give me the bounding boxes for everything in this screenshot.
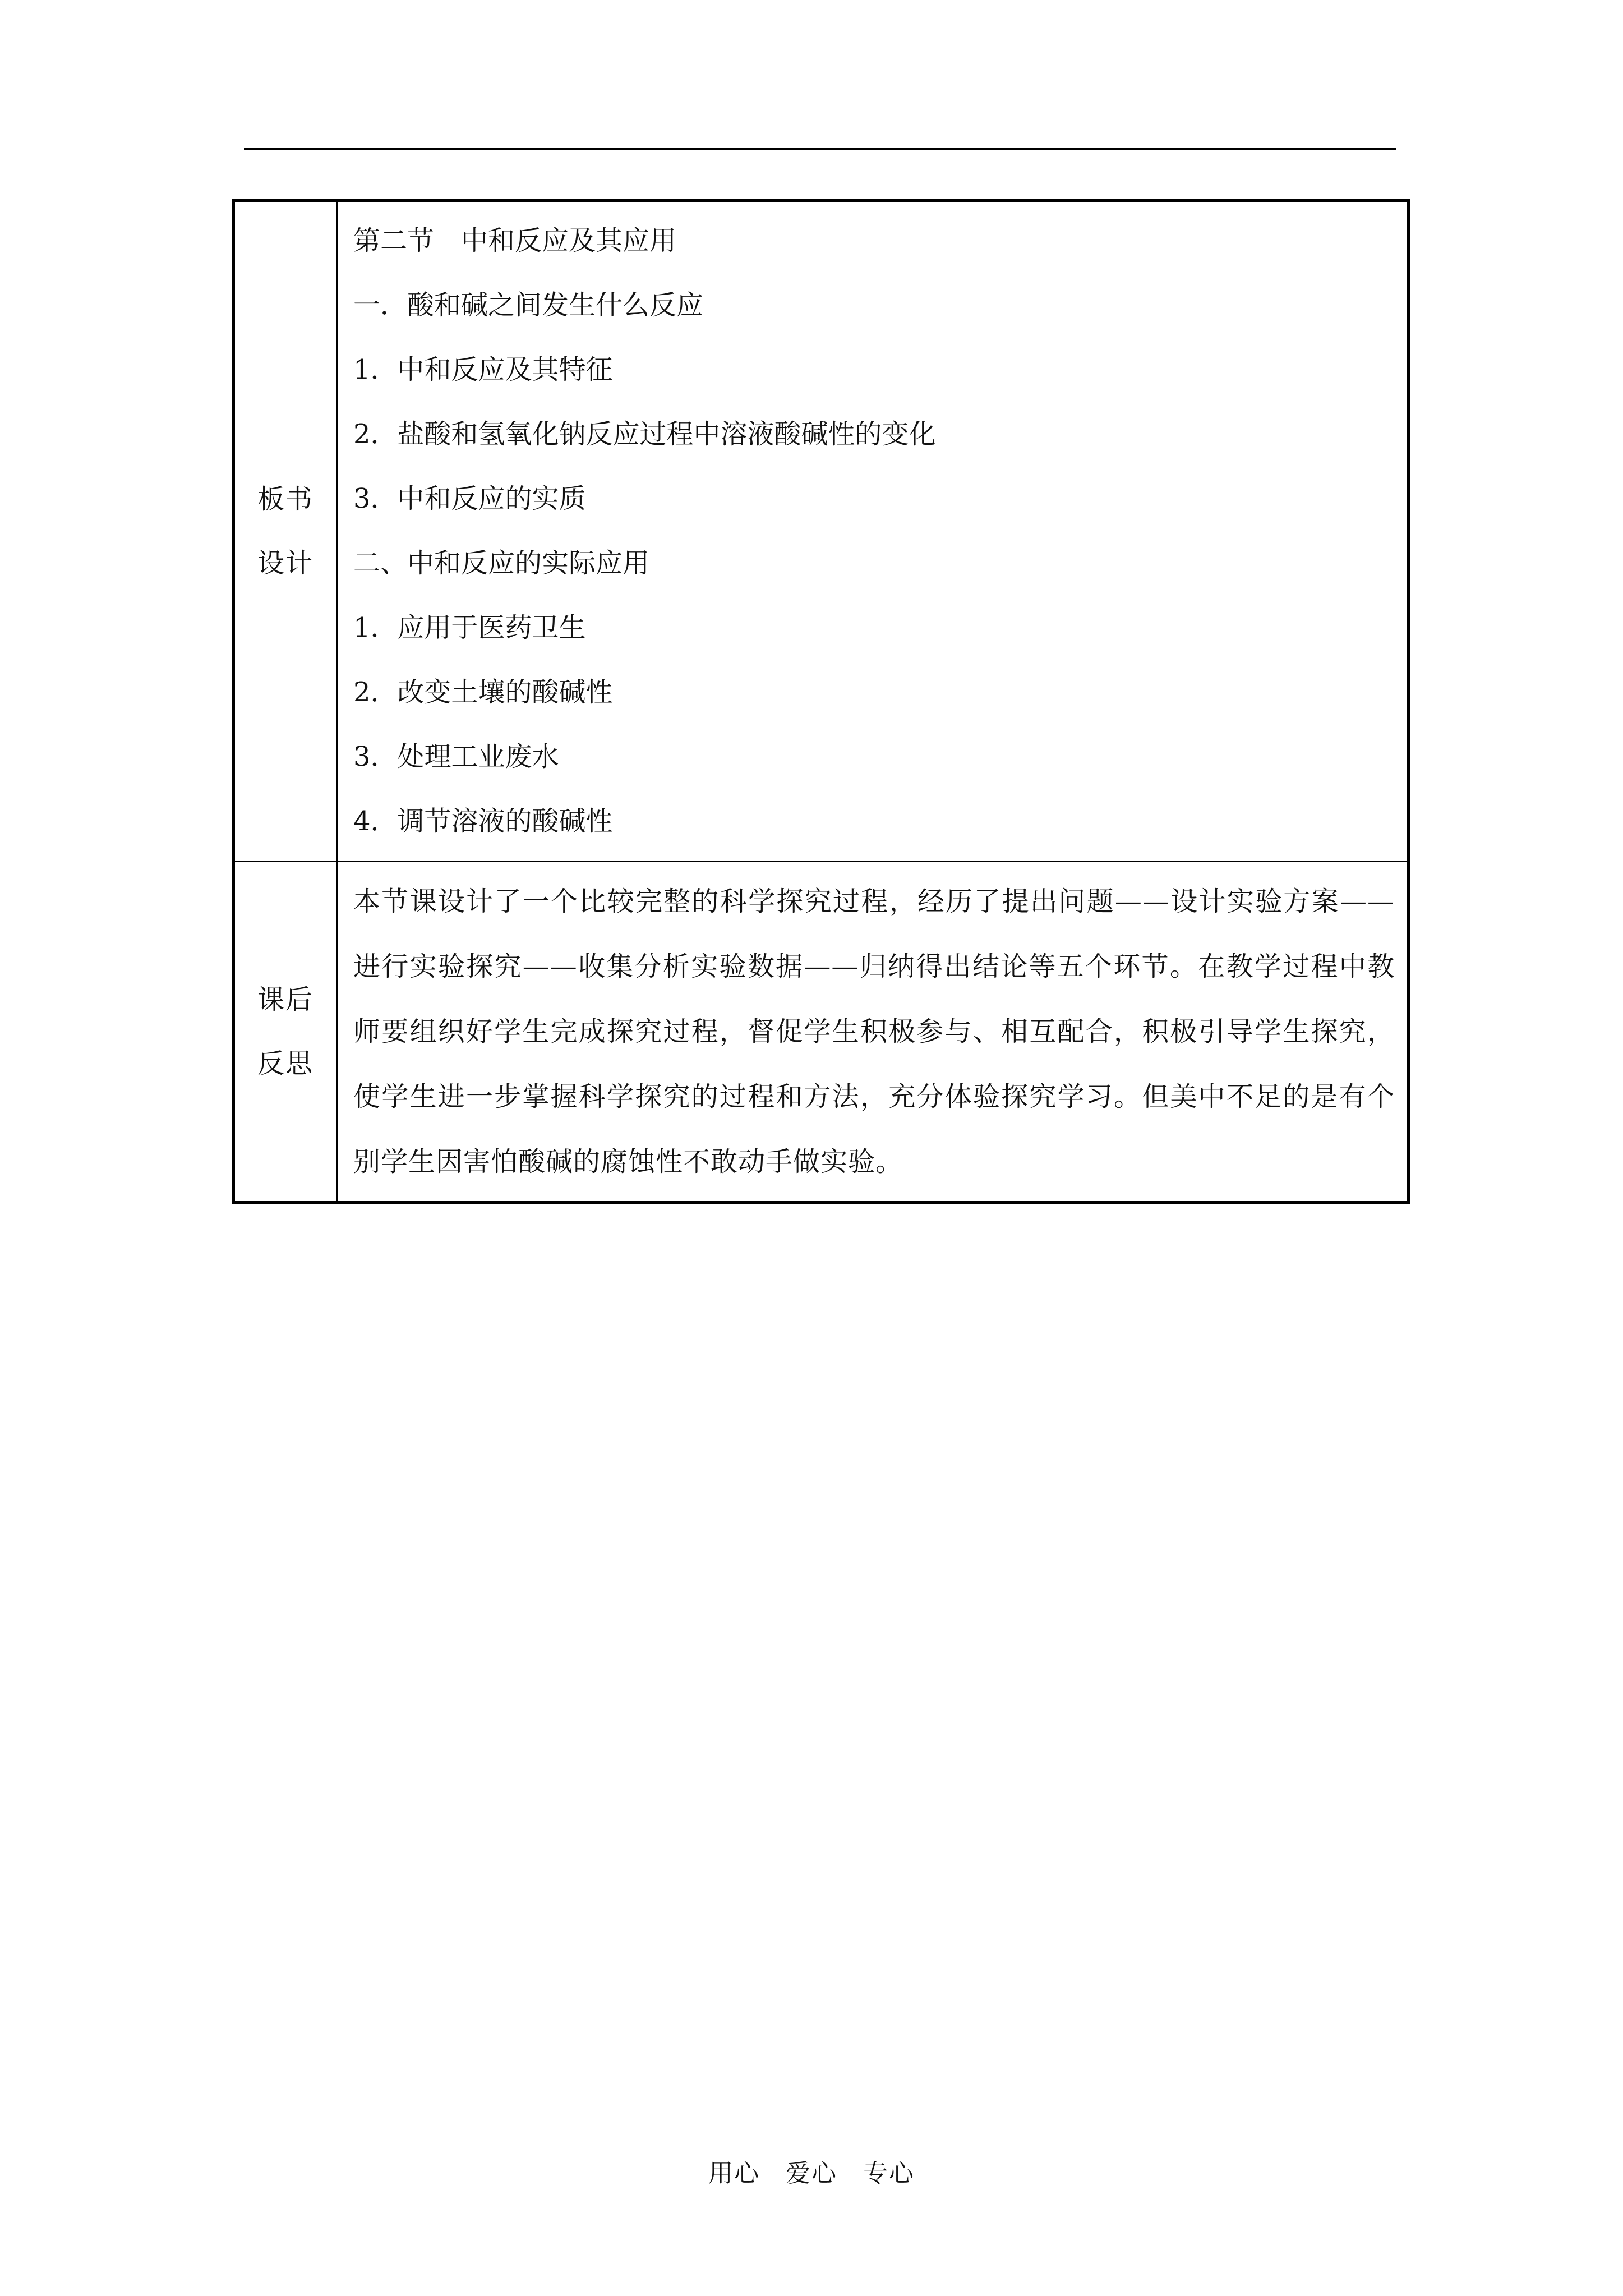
board-item-2-3: 3．处理工业废水 [353,741,559,772]
board-design-row [233,200,1409,862]
board-design-label [233,200,337,862]
header-rule [244,148,1396,150]
board-design-label-line1: 板书 [257,484,313,515]
board-item-section-title: 第二节 中和反应及其应用 [353,225,677,256]
lesson-plan-table [232,199,1410,1204]
board-item-2-1: 1．应用于医药卫生 [353,612,586,643]
board-item-2-2: 2．改变土壤的酸碱性 [353,677,613,708]
board-item-part-one: 一．酸和碱之间发生什么反应 [353,289,704,321]
board-item-1-2: 2．盐酸和氢氧化钠反应过程中溶液酸碱性的变化 [353,418,936,450]
board-item-2-4: 4．调节溶液的酸碱性 [353,806,613,837]
reflection-label-line1: 课后 [257,984,313,1015]
board-design-content [337,200,1409,862]
board-item-part-two: 二、中和反应的实际应用 [353,547,650,579]
reflection-label-line2: 反思 [257,1048,313,1079]
reflection-text: 本节课设计了一个比较完整的科学探究过程，经历了提出问题——设计实验方案——进行实验探究——收集分析实验数据——归纳得出结论等五个环节。在教学过程中教师要组织好学生完成探究过程，督促学生积极参与、相互配合，积极引导学生探究，使学生进一步掌握科学探究的过程和方法，充分体验探究学习。但美中不足的是有个别学生因害怕酸碱的腐蚀性不敢动手做实验。 [353,886,1395,1177]
board-item-1-1: 1．中和反应及其特征 [353,354,613,385]
board-item-1-3: 3．中和反应的实质 [353,483,586,514]
footer-motto: 用心 爱心 专心 [708,2159,915,2188]
reflection-content [337,862,1409,1203]
reflection-label [233,862,337,1203]
reflection-row [233,862,1409,1203]
board-design-label-line2: 设计 [257,547,313,579]
